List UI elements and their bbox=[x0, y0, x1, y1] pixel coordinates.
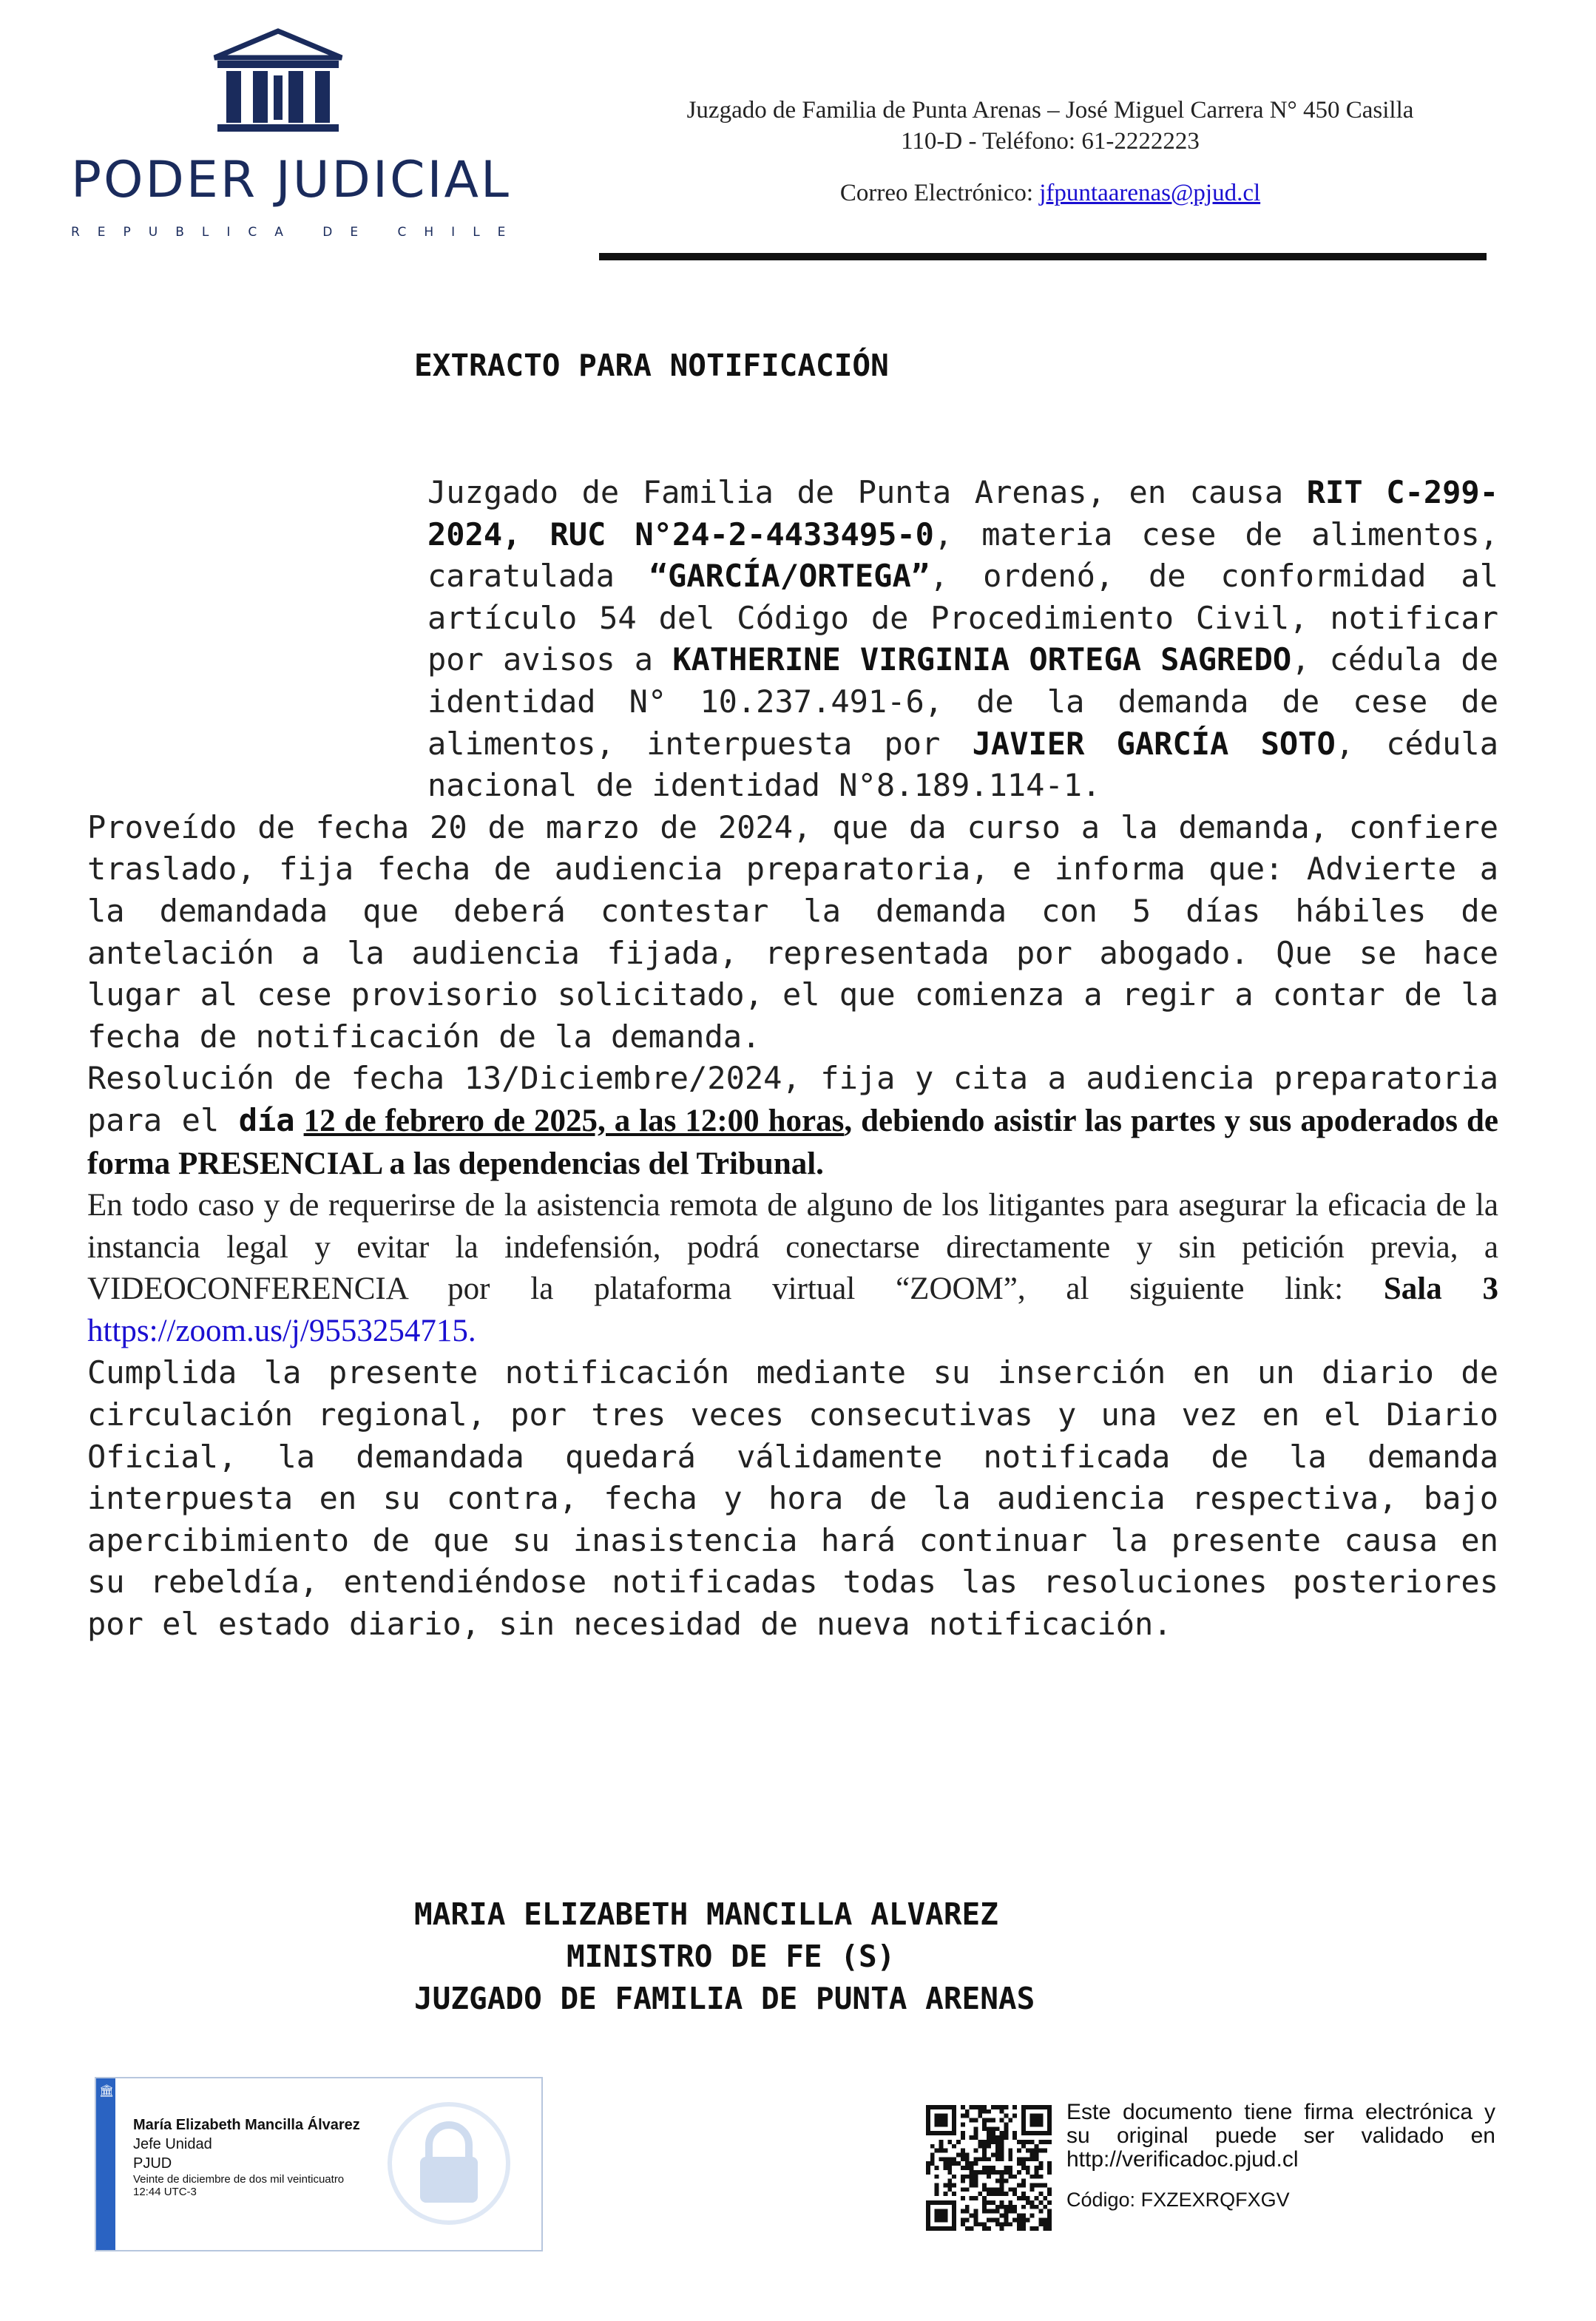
email-label: Correo Electrónico: bbox=[839, 180, 1040, 206]
court-address-line-2: 110-D - Teléfono: 61-2222223 bbox=[901, 128, 1200, 155]
verification-text: Este documento tiene firma electrónica y su original puede ser validado en http://verificadoc.pjud.cl bbox=[1066, 2100, 1495, 2172]
text-span: Resolución de fecha 13/Diciembre/2024, fija y cita a audiencia preparatoria para el bbox=[87, 1060, 1498, 1138]
paragraph-causa bbox=[87, 472, 1498, 807]
signer-name: MARIA ELIZABETH MANCILLA ALVAREZ bbox=[414, 1896, 998, 1932]
zoom-link[interactable]: https://zoom.us/j/9553254715 bbox=[87, 1313, 468, 1348]
text-span: Juzgado de Familia de Punta Arenas, en causa bbox=[427, 474, 1307, 510]
hearing-date-block bbox=[87, 1101, 1498, 1181]
signature-block bbox=[414, 1893, 1035, 2020]
text-span: . bbox=[467, 1313, 476, 1348]
text-span: , materia cese de alimentos, caratulada bbox=[427, 516, 1498, 595]
esign-signer-name: María Elizabeth Mancilla Álvarez bbox=[133, 2117, 360, 2133]
logo-subtitle: REPUBLICA DE CHILE bbox=[71, 225, 524, 240]
esign-role: Jefe Unidad bbox=[133, 2136, 212, 2152]
signer-court: JUZGADO DE FAMILIA DE PUNTA ARENAS bbox=[414, 1981, 1035, 2016]
verification-code-label: Código: bbox=[1066, 2189, 1141, 2211]
case-caption: “GARCÍA/ORTEGA” bbox=[649, 558, 930, 595]
electronic-signature-box bbox=[95, 2077, 543, 2251]
courthouse-icon bbox=[210, 27, 346, 138]
verification-code-row bbox=[1066, 2188, 1495, 2212]
qr-code-icon bbox=[926, 2105, 1052, 2231]
text-span: En todo caso y de requerirse de la asistencia remota de alguno de los litigantes para asegurar la eficacia de la instancia legal y evitar la indefensión, podrá conectarse directamente y sin petición previa, a VIDEOCONFERENCIA por la plataforma virtual “ZOOM”, al siguiente link: bbox=[87, 1188, 1498, 1307]
plaintiff-name: JAVIER GARCÍA SOTO bbox=[972, 725, 1336, 762]
paragraph-proveido: Proveído de fecha 20 de marzo de 2024, que da curso a la demanda, confiere traslado, fija fecha de audiencia preparatoria, e informa que: Advierte a la demandada que deberá contestar la demanda con 5 días hábiles de antelación a la audiencia fijada, representada por abogado. Que se hace lugar al cese provisorio solicitado, el que comienza a regir a contar de la fecha de notificación de la demanda. bbox=[87, 808, 1498, 1055]
logo-title: PODER JUDICIAL bbox=[71, 151, 511, 209]
text-span: , cédula nacional de identidad N°8.189.114-1. bbox=[427, 725, 1498, 804]
esign-time: 12:44 UTC-3 bbox=[133, 2186, 197, 2198]
esign-details bbox=[133, 2115, 360, 2198]
defendant-name: KATHERINE VIRGINIA ORTEGA SAGREDO bbox=[672, 641, 1292, 678]
document-title: EXTRACTO PARA NOTIFICACIÓN bbox=[414, 348, 889, 383]
court-header bbox=[606, 95, 1494, 209]
header-divider bbox=[599, 253, 1487, 260]
paragraph-cumplida: Cumplida la presente notificación mediante su inserción en un diario de circulación regional, por tres veces consecutivas y una vez en el Diario Oficial, la demandada quedará válidamente notificada de la demanda interpuesta en su contra, fecha y hora de la audiencia respectiva, bajo apercibimiento de que su inasistencia hará continuar la presente causa en su rebeldía, entendiéndose notificadas todas las resoluciones posteriores por el estado diario, sin necesidad de nueva notificación. bbox=[87, 1354, 1498, 1643]
esign-org: PJUD bbox=[133, 2155, 172, 2172]
paragraph-resolucion bbox=[87, 1058, 1498, 1185]
room-label: Sala 3 bbox=[1383, 1271, 1498, 1307]
esign-date: Veinte de diciembre de dos mil veinticuatro bbox=[133, 2173, 345, 2186]
verification-block bbox=[1066, 2101, 1495, 2212]
hearing-date: 12 de febrero de 2025, a las 12:00 horas bbox=[303, 1103, 845, 1138]
text-span: , cédula de identidad N° 10.237.491-6, de la demanda de cese de alimentos, interpuesta por bbox=[427, 641, 1498, 762]
hearing-instructions: , debiendo asistir las partes y sus apoderados de forma PRESENCIAL a las dependencias del Tribunal. bbox=[87, 1103, 1498, 1181]
signer-title: MINISTRO DE FE (S) bbox=[567, 1939, 896, 1974]
email-link[interactable]: jfpuntaarenas@pjud.cl bbox=[1039, 180, 1261, 206]
verification-code: FXZEXRQFXGV bbox=[1140, 2189, 1290, 2211]
paragraph-videoconferencia bbox=[87, 1185, 1498, 1352]
email-row bbox=[606, 178, 1494, 209]
poder-judicial-logo bbox=[71, 27, 524, 240]
text-span: , ordenó, de conformidad al artículo 54 del Código de Procedimiento Civil, notificar por avisos a bbox=[427, 558, 1498, 678]
case-number: RIT C-299-2024, RUC N°24-2-4433495-0 bbox=[427, 474, 1498, 553]
document-body bbox=[87, 472, 1498, 1646]
text-bold: día bbox=[238, 1101, 295, 1138]
lock-icon bbox=[386, 2101, 512, 2226]
esign-stripe bbox=[96, 2078, 115, 2250]
court-address-line-1: Juzgado de Familia de Punta Arenas – José Miguel Carrera N° 450 Casilla bbox=[686, 97, 1414, 124]
courthouse-icon: 🏛 bbox=[99, 2084, 115, 2098]
